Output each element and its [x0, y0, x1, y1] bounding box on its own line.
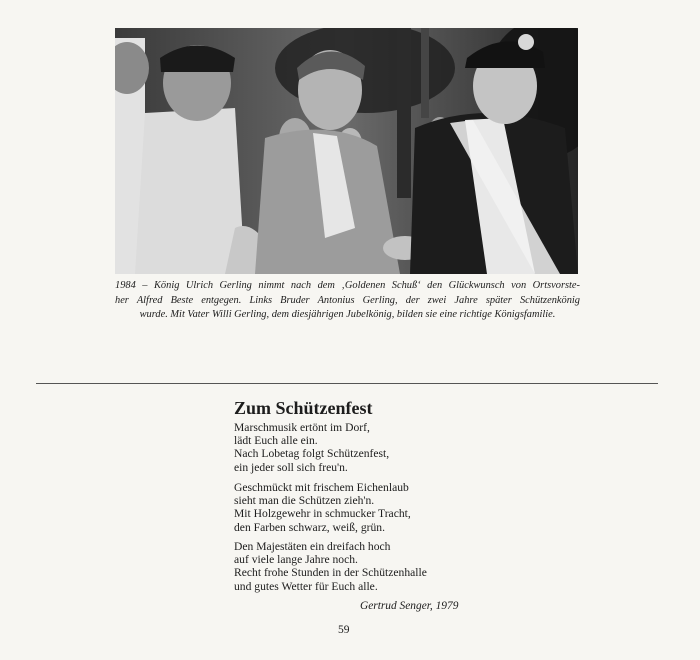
poem-author: Gertrud Senger, 1979: [360, 600, 459, 612]
poem-line: Marschmusik ertönt im Dorf,: [234, 421, 370, 434]
poem-line: Nach Lobetag folgt Schützenfest,: [234, 447, 390, 461]
caption-line: wurde. Mit Vater Willi Gerling, dem diesjährigen Jubelkönig, bilden sie eine richtige Königsfamilie.: [139, 309, 556, 321]
poem-line: sieht man die Schützen zieh'n.: [234, 494, 375, 508]
poem-line: den Farben schwarz, weiß, grün.: [234, 520, 385, 534]
section-divider: [36, 383, 658, 384]
poem-title: Zum Schützenfest: [234, 398, 373, 418]
poem-line: ein jeder soll sich freu'n.: [234, 460, 348, 474]
page-number: 59: [338, 624, 350, 636]
poem-line: Mit Holzgewehr in schmucker Tracht,: [234, 507, 411, 521]
poem-stanza-2: [234, 481, 411, 534]
poem-stanza-3: [234, 540, 427, 593]
caption-line: 1984 – König Ulrich Gerling nimmt nach dem ‚Goldenen Schuß‘ den Glückwunsch von Ortsvorste-: [115, 280, 580, 291]
poem-line: und gutes Wetter für Euch alle.: [234, 579, 378, 593]
caption-line: her Alfred Beste entgegen. Links Bruder Antonius Gerling, der zwei Jahre später Schützenkönig: [115, 294, 580, 306]
photo-caption: [115, 279, 580, 323]
poem-line: Recht frohe Stunden in der Schützenhalle: [234, 566, 427, 580]
poem-line: Geschmückt mit frischem Eichenlaub: [234, 481, 409, 494]
poem-line: auf viele lange Jahre noch.: [234, 553, 358, 567]
poem-line: lädt Euch alle ein.: [234, 434, 318, 448]
poem-line: Den Majestäten ein dreifach hoch: [234, 540, 391, 553]
handshake-photo: [115, 28, 578, 274]
poem-stanza-1: [234, 421, 389, 474]
photograph: [115, 28, 578, 274]
